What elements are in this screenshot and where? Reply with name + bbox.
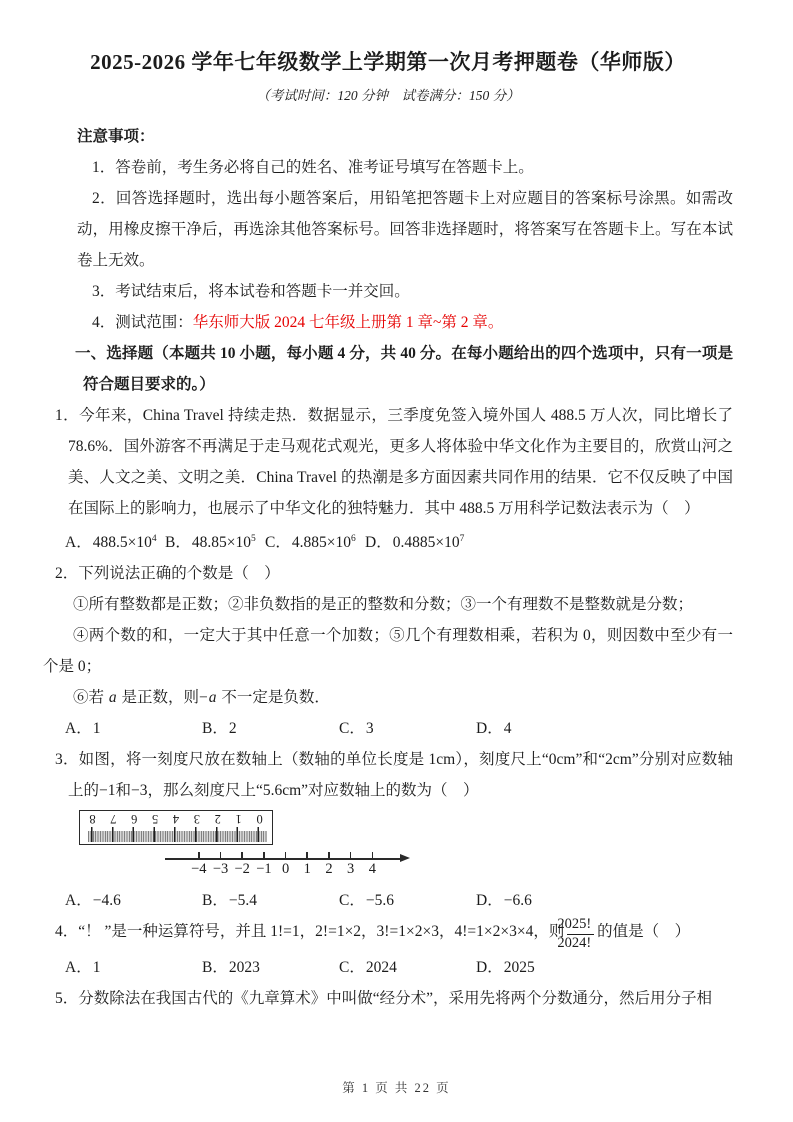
number-line-label: −3 — [212, 861, 229, 878]
option-a — [65, 524, 165, 558]
page-title: 2025-2026 学年七年级数学上学期第一次月考押题卷（华师版） — [90, 50, 686, 74]
option-d-label: D． — [365, 534, 392, 552]
option-c-label: C． — [339, 959, 365, 977]
option-c-value: 3 — [365, 720, 374, 738]
ruler-scale-numbers — [82, 811, 270, 828]
ruler-digit: 8 — [89, 812, 96, 827]
variable-a: a — [108, 689, 117, 707]
number-line-label: 2 — [325, 861, 333, 878]
option-b-value: 2 — [228, 720, 237, 738]
option-d — [365, 524, 464, 558]
ruler — [79, 810, 273, 845]
number-line-label: −4 — [191, 861, 207, 878]
option-a-value: 488.5×10 — [92, 534, 152, 552]
question-4-text — [55, 916, 733, 952]
statement-6-text: 是正数，则− — [117, 689, 208, 707]
option-b-value: 2023 — [228, 959, 260, 977]
number-line-tick — [362, 852, 384, 858]
number-line-tick — [231, 852, 253, 858]
option-b-label: B． — [165, 534, 191, 552]
question-4-options — [65, 952, 733, 983]
option-a — [65, 952, 202, 983]
question-3-options — [65, 885, 733, 916]
question-5 — [43, 983, 733, 1014]
option-c — [339, 885, 476, 916]
ruler-digit: 7 — [110, 812, 117, 827]
notice-item-3: 3．考试结束后，将本试卷和答题卡一并交回。 — [92, 283, 410, 300]
option-b-value: 48.85×10 — [191, 534, 251, 552]
question-2-statements-3 — [43, 682, 733, 713]
fraction-2025-2024 — [557, 916, 594, 952]
option-c-value: −5.6 — [365, 892, 394, 910]
number-line-label: 0 — [281, 861, 290, 878]
section-1-heading: 一、选择题（本题共 10 小题，每小题 4 分，共 40 分。在每小题给出的四个选项中，只有一项是符合题目要求的。） — [75, 345, 733, 393]
notice-item-2: 2．回答选择题时，选出每小题答案后，用铅笔把答题卡上对应题目的答案标号涂黑。如需改动，用橡皮擦干净后，再选涂其他答案标号。回答非选择题时，将答案写在答题卡上。写在本试卷上无效。 — [77, 190, 733, 269]
option-c-value: 4.885×10 — [291, 534, 351, 552]
option-d — [476, 885, 532, 916]
option-b-label: B． — [202, 892, 228, 910]
number-line-labels — [188, 859, 383, 879]
option-b-label: B． — [202, 959, 228, 977]
ruler-digit: 2 — [214, 812, 221, 827]
question-5-text: 5．分数除法在我国古代的《九章算术》中叫做“经分术”，采用先将两个分数通分，然后用分子相 — [55, 990, 713, 1008]
option-b — [202, 713, 339, 744]
exam-info: （考试时间：120 分钟 试卷满分：150 分） — [256, 88, 520, 103]
option-d-exponent: 7 — [459, 534, 465, 544]
option-c-value: 2024 — [365, 959, 397, 977]
number-line-tick — [340, 852, 362, 858]
ruler-digit: 6 — [131, 812, 138, 827]
page-footer: 第 1 页 共 22 页 — [342, 1081, 451, 1095]
ruler-cm-ticks — [91, 827, 267, 842]
notice-item-4-prefix: 4．测试范围： — [92, 314, 193, 331]
ruler-digit: 5 — [151, 812, 159, 827]
variable-a: a — [208, 689, 217, 707]
statement-6-text: 不一定是负数． — [217, 689, 330, 707]
ruler-numberline-figure — [65, 809, 733, 883]
option-d — [476, 713, 511, 744]
option-a-label: A． — [65, 892, 92, 910]
question-4-prefix: 4．“！ ”是一种运算符号，并且 1!=1，2!=1×2，3!=1×2×3，4!=1×2×3×4，则 — [55, 923, 565, 941]
option-a-label: A． — [65, 534, 92, 552]
option-a — [65, 885, 202, 916]
option-d-value: −6.6 — [503, 892, 532, 910]
option-c-exponent: 6 — [350, 534, 356, 544]
question-1-text: 1．今年来，China Travel 持续走热．数据显示，三季度免签入境外国人 488.5 万人次，同比增长了 78.6%．国外游客不再满足于走马观花式观光，更多人将体验中华文化作为主要目的，欣赏山河之美、人文之美、文明之美．China Travel 的热潮是多方面因素共同作用的结果．它不仅反映了中国在国际上的影响力，也展示了中华文化的独特魅力．其中 488.5 万用科学记数法表示为（ ） — [55, 407, 733, 517]
number-line-tick — [275, 852, 297, 858]
ruler-digit: 4 — [172, 812, 180, 827]
option-a-value: −4.6 — [92, 892, 121, 910]
option-b-label: B． — [202, 720, 228, 738]
option-c-label: C． — [339, 892, 365, 910]
question-2-statements-1: ①所有整数都是正数；②非负数指的是正的整数和分数；③一个有理数不是整数就是分数； — [73, 596, 694, 614]
fraction-denominator: 2024! — [557, 935, 592, 952]
option-a-value: 1 — [92, 959, 101, 977]
ruler-digit: 1 — [235, 812, 242, 827]
statement-6-text: ⑥若 — [73, 689, 108, 707]
number-line-tick — [296, 852, 318, 858]
option-b-exponent: 5 — [250, 534, 256, 544]
option-c — [339, 713, 476, 744]
option-d-label: D． — [476, 959, 503, 977]
number-line-label: −1 — [256, 861, 272, 878]
number-line-tick — [210, 852, 232, 858]
number-line-tick — [188, 852, 210, 858]
option-d-label: D． — [476, 892, 503, 910]
option-c — [339, 952, 476, 983]
option-d — [476, 952, 535, 983]
number-line-label: −2 — [234, 861, 250, 878]
question-2 — [43, 558, 733, 744]
number-line-tick — [253, 852, 275, 858]
number-line-label: 1 — [303, 861, 311, 878]
question-1-options — [65, 524, 733, 558]
option-a-label: A． — [65, 720, 92, 738]
question-4 — [43, 916, 733, 983]
question-1 — [43, 400, 733, 558]
question-2-text: 2．下列说法正确的个数是（ ） — [55, 565, 280, 583]
option-d-value: 2025 — [503, 959, 535, 977]
number-line-tick — [318, 852, 340, 858]
question-4-suffix: 的值是（ ） — [597, 923, 691, 941]
question-3 — [43, 744, 733, 916]
option-b-value: −5.4 — [228, 892, 257, 910]
number-line-label: 3 — [347, 861, 355, 878]
option-c-label: C． — [265, 534, 291, 552]
fraction-numerator: 2025! — [567, 917, 594, 935]
question-3-text: 3．如图，将一刻度尺放在数轴上（数轴的单位长度是 1cm），刻度尺上“0cm”和“2cm”分别对应数轴上的−1和−3，那么刻度尺上“5.6cm”对应数轴上的数为（ ） — [55, 751, 733, 800]
question-2-options — [65, 713, 733, 744]
ruler-digit: 3 — [193, 812, 201, 827]
option-a — [65, 713, 202, 744]
option-d-label: D． — [476, 720, 503, 738]
question-2-statements-2: ④两个数的和，一定大于其中任意一个加数；⑤几个有理数相乘，若积为 0，则因数中至少有一个是 0； — [43, 627, 733, 676]
option-b — [165, 524, 265, 558]
option-a-value: 1 — [92, 720, 101, 738]
option-d-value: 0.4885×10 — [392, 534, 460, 552]
notice-item-1: 1．答卷前，考生务必将自己的姓名、准考证号填写在答题卡上。 — [92, 159, 534, 176]
option-c — [265, 524, 365, 558]
number-line-ticks — [188, 852, 383, 858]
option-b — [202, 952, 339, 983]
option-a-label: A． — [65, 959, 92, 977]
option-d-value: 4 — [503, 720, 512, 738]
option-c-label: C． — [339, 720, 365, 738]
option-b — [202, 885, 339, 916]
notice-item-4 — [77, 307, 733, 338]
number-line-label: 4 — [368, 861, 376, 878]
option-a-exponent: 4 — [151, 534, 157, 544]
notice-heading: 注意事项： — [77, 128, 155, 145]
test-scope-text: 华东师大版 2024 七年级上册第 1 章~第 2 章。 — [192, 314, 504, 331]
ruler-digit: 0 — [256, 812, 263, 827]
